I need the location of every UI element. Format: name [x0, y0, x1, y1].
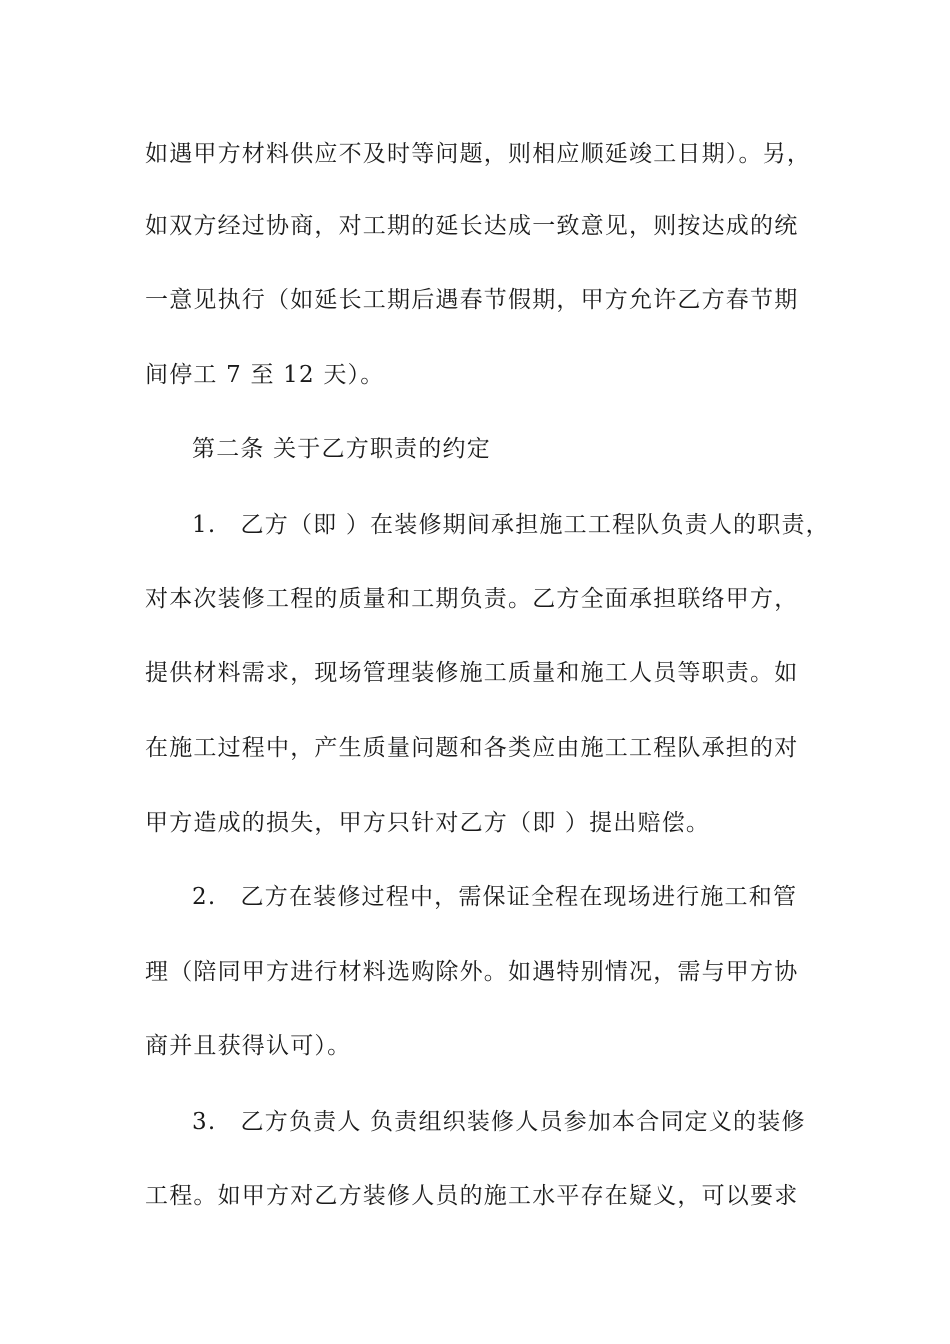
text-line: 3. 乙方负责人 负责组织装修人员参加本合同定义的装修: [192, 1109, 806, 1135]
text-line: 理（陪同甲方进行材料选购除外。如遇特别情况，需与甲方协: [145, 959, 799, 985]
text-line: 如双方经过协商，对工期的延长达成一致意见，则按达成的统: [145, 213, 799, 239]
text-line: 甲方造成的损失，甲方只针对乙方（即 ）提出赔偿。: [145, 810, 711, 836]
text-line: 对本次装修工程的质量和工期负责。乙方全面承担联络甲方，: [145, 586, 799, 612]
text-line: 一意见执行（如延长工期后遇春节假期，甲方允许乙方春节期: [145, 287, 799, 313]
text-line: 间停工 7 至 12 天）。: [145, 362, 385, 388]
text-line: 在施工过程中，产生质量问题和各类应由施工工程队承担的对: [145, 735, 799, 761]
text-line: 商并且获得认可）。: [145, 1033, 352, 1059]
text-line: 提供材料需求，现场管理装修施工质量和施工人员等职责。如: [145, 660, 799, 686]
section-heading: 第二条 关于乙方职责的约定: [192, 436, 491, 462]
text-line: 如遇甲方材料供应不及时等问题，则相应顺延竣工日期）。另，: [145, 141, 812, 167]
text-line: 2. 乙方在装修过程中，需保证全程在现场进行施工和管: [192, 884, 798, 910]
text-line: 1. 乙方（即 ）在装修期间承担施工工程队负责人的职责，: [192, 512, 830, 538]
text-line: 工程。如甲方对乙方装修人员的施工水平存在疑义，可以要求: [145, 1183, 799, 1209]
